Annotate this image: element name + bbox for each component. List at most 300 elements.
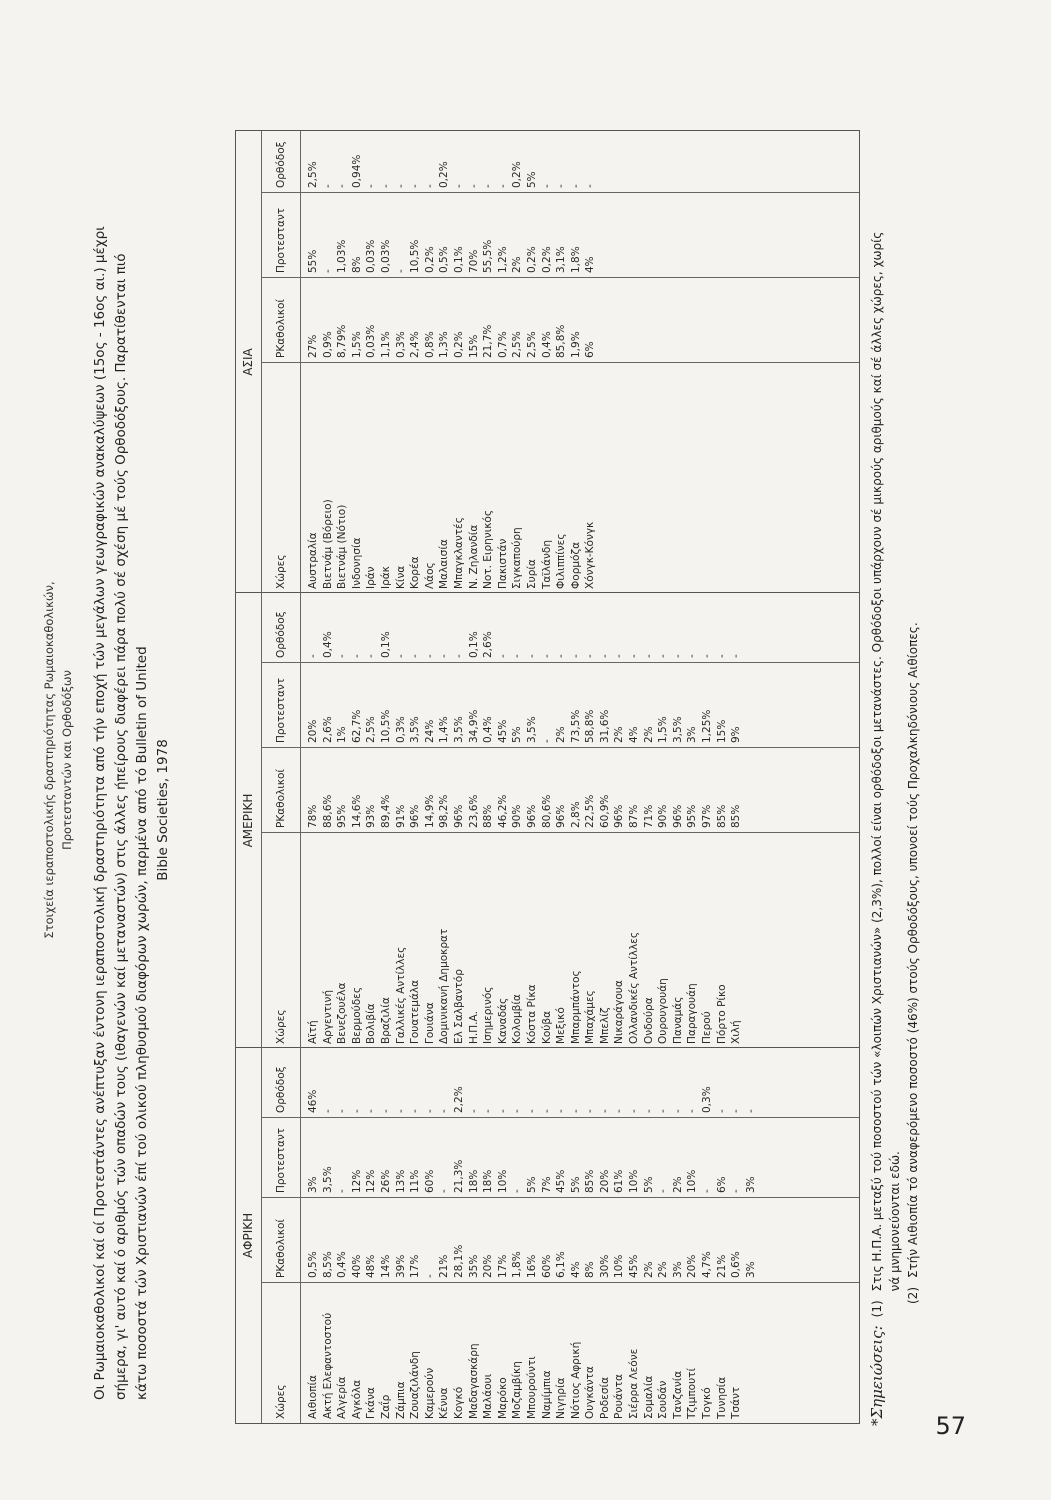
table-cell: Τανζανία: [671, 1370, 684, 1419]
table-cell: 0,2%: [423, 246, 436, 273]
footnote-number: (2): [906, 1287, 920, 1304]
table-cell: -: [409, 1109, 422, 1113]
table-cell: -: [409, 184, 422, 188]
table-cell: 10,5%: [379, 709, 392, 743]
table-cell: Αυστραλία: [307, 532, 319, 589]
table-cell: 21,7%: [482, 324, 495, 358]
table-cell: -: [482, 184, 495, 188]
africa-section: [236, 1047, 859, 1423]
table-cell: Ρουάντα: [613, 1374, 626, 1419]
table-cell: -: [394, 1109, 407, 1113]
table-cell: -: [365, 184, 378, 188]
table-cell: 8,5%: [321, 1251, 334, 1278]
table-cell: 0,1%: [452, 246, 465, 273]
table-cell: Παναμάς: [671, 996, 684, 1044]
table-cell: 5%: [525, 1176, 538, 1193]
table-cell: 3%: [671, 1261, 684, 1278]
table-cell: 0,6%: [730, 1251, 743, 1278]
table-cell: 1,8%: [569, 246, 582, 273]
table-cell: 4%: [628, 726, 641, 743]
table-cell: Σομαλία: [642, 1375, 655, 1419]
asia-catholics-col: [301, 278, 859, 363]
table-cell: 1,8%: [511, 1251, 524, 1278]
table-cell: -: [423, 1274, 436, 1278]
table-cell: Μαδαγασκάρη: [467, 1343, 480, 1419]
table-cell: 7%: [540, 1176, 553, 1193]
table-cell: -: [744, 1109, 757, 1113]
table-cell: Ολλανδικές Αντίλλες: [628, 931, 641, 1044]
table-cell: 40%: [350, 1254, 363, 1278]
table-cell: Αιθιοπία: [307, 1375, 319, 1419]
table-cell: 17%: [496, 1254, 509, 1278]
table-cell: -: [321, 184, 334, 188]
asia-title: ΑΣΙΑ: [236, 131, 262, 593]
footnote-1: [868, 226, 904, 1426]
asia-protestants-col: [301, 193, 859, 278]
table-cell: 1,4%: [438, 716, 451, 743]
footnotes: [868, 226, 998, 1426]
table-cell: Ισημερινός: [482, 986, 495, 1044]
table-cell: -: [379, 1109, 392, 1113]
table-cell: 96%: [525, 804, 538, 828]
table-cell: Κίνα: [394, 565, 407, 589]
table-cell: -: [584, 184, 597, 188]
table-cell: 9%: [730, 726, 743, 743]
table-cell: -: [467, 184, 480, 188]
table-cell: 46%: [307, 1089, 319, 1113]
table-cell: -: [686, 654, 699, 658]
table-cell: 0,4%: [482, 716, 495, 743]
table-cell: 0,5%: [438, 246, 451, 273]
protestants-header: Προτεσταντ: [261, 193, 301, 278]
table-cell: Ν. Ζηλανδία: [467, 524, 480, 589]
table-cell: 2,6%: [321, 716, 334, 743]
table-cell: 0,1%: [467, 631, 480, 658]
table-cell: Βιετνάμ (Βόρειο): [321, 499, 334, 589]
america-protestants-col: [301, 663, 859, 748]
table-cell: Ινδονησία: [350, 537, 363, 589]
protestants-header: Προτεσταντ: [261, 663, 301, 748]
table-cell: 11%: [409, 1169, 422, 1193]
table-cell: 1,03%: [336, 239, 349, 273]
table-cell: -: [525, 654, 538, 658]
table-cell: 96%: [555, 804, 568, 828]
table-cell: 0,3%: [394, 331, 407, 358]
table-cell: 96%: [613, 804, 626, 828]
table-cell: 0,1%: [379, 631, 392, 658]
table-cell: Φιλιππίνες: [555, 533, 568, 589]
table-cell: 3%: [744, 1261, 757, 1278]
table-cell: Μοζαμβίκη: [511, 1361, 524, 1419]
table-cell: 26%: [379, 1169, 392, 1193]
table-cell: 10%: [628, 1169, 641, 1193]
table-cell: -: [438, 654, 451, 658]
table-cell: 1,5%: [350, 331, 363, 358]
table-cell: 18%: [467, 1169, 480, 1193]
table-cell: -: [336, 1109, 349, 1113]
table-cell: Μπαχάμες: [584, 990, 597, 1044]
table-cell: 1%: [336, 726, 349, 743]
table-cell: 88%: [482, 804, 495, 828]
table-cell: -: [642, 1109, 655, 1113]
table-cell: Ζαΐρ: [379, 1394, 392, 1419]
table-cell: 2%: [613, 726, 626, 743]
table-cell: -: [598, 654, 611, 658]
table-cell: 20%: [598, 1169, 611, 1193]
table-cell: Γουιάνα: [423, 1002, 436, 1044]
table-cell: -: [452, 654, 465, 658]
table-cell: Πόρτο Ρίκο: [715, 984, 728, 1044]
table-cell: Ονδούρα: [642, 997, 655, 1044]
table-cell: Μεξικό: [555, 1007, 568, 1044]
table-cell: Κένυα: [438, 1387, 451, 1419]
table-cell: 0,3%: [394, 716, 407, 743]
table-cell: -: [730, 1189, 743, 1193]
asia-orthodox-col: [301, 131, 859, 193]
table-cell: 1,2%: [496, 246, 509, 273]
table-cell: Αγκόλα: [350, 1379, 363, 1419]
footnote-text: Στις Η.Π.Α. μεταξύ τού ποσοστού τών «λοιπών Χριστιανών» (2,3%), πολλοί είναι ορθόδοξοι μετανάστες. Ορθόδοξοι υπάρχουν σέ μικρούς αριθμούς καί σέ άλλες χώρες, χωρίς νά μνημονεύονται εδώ.: [870, 231, 902, 1292]
table-cell: 60%: [423, 1169, 436, 1193]
table-cell: 0,2%: [525, 246, 538, 273]
table-cell: 15%: [467, 334, 480, 358]
table-cell: 39%: [394, 1254, 407, 1278]
table-cell: Βενεζουέλα: [336, 982, 349, 1044]
table-cell: 2,8%: [569, 801, 582, 828]
table-cell: 30%: [598, 1254, 611, 1278]
table-cell: 46,2%: [496, 794, 509, 828]
table-cell: 23,6%: [467, 794, 480, 828]
table-cell: 13%: [394, 1169, 407, 1193]
table-cell: 55,5%: [482, 239, 495, 273]
table-cell: 15%: [715, 719, 728, 743]
table-cell: 0,4%: [321, 631, 334, 658]
table-cell: -: [671, 654, 684, 658]
table-cell: 90%: [657, 804, 670, 828]
table-cell: Ιράν: [365, 566, 378, 589]
table-cell: 60%: [540, 1254, 553, 1278]
table-cell: Ουρουγουάη: [657, 978, 670, 1044]
table-cell: -: [555, 184, 568, 188]
table-cell: -: [379, 184, 392, 188]
table-cell: 2,4%: [409, 331, 422, 358]
table-cell: -: [730, 1109, 743, 1113]
table-cell: Βολιβία: [365, 1003, 378, 1044]
table-cell: -: [452, 184, 465, 188]
catholics-header: ΡΚαθολικοί: [261, 1198, 301, 1283]
table-cell: Ναμίμπια: [540, 1370, 553, 1419]
table-cell: -: [701, 654, 714, 658]
table-cell: Μαλαισία: [438, 539, 451, 589]
page-heading: [40, 140, 80, 1380]
table-cell: 8,79%: [336, 324, 349, 358]
heading-line: Στοιχεία ιεραποστολικής δραστηριότητας Ρωμαιοκαθολικών,: [42, 581, 56, 939]
table-cell: -: [511, 654, 524, 658]
table-cell: 3%: [686, 726, 699, 743]
table-cell: Μπαρμπάντος: [569, 970, 582, 1044]
asia-section: [236, 131, 859, 593]
america-title: ΑΜΕΡΙΚΗ: [236, 593, 262, 1048]
table-cell: -: [657, 654, 670, 658]
table-cell: 91%: [394, 804, 407, 828]
table-cell: 90%: [511, 804, 524, 828]
table-cell: Νικαράγουα: [613, 980, 626, 1044]
table-cell: -: [540, 1109, 553, 1113]
table-cell: Κούβα: [540, 1010, 553, 1044]
table-cell: -: [540, 739, 553, 743]
table-cell: 27%: [307, 334, 319, 358]
table-cell: -: [657, 1109, 670, 1113]
table-cell: Γαλλικές Αντίλλες: [394, 946, 407, 1044]
table-cell: 2%: [511, 256, 524, 273]
table-cell: 0,9%: [321, 331, 334, 358]
table-cell: 2,5%: [307, 161, 319, 188]
table-cell: 14%: [379, 1254, 392, 1278]
catholics-header: ΡΚαθολικοί: [261, 278, 301, 363]
table-cell: 0,03%: [365, 239, 378, 273]
table-cell: 3,5%: [671, 716, 684, 743]
table-cell: -: [409, 654, 422, 658]
table-cell: 0,8%: [423, 331, 436, 358]
table-cell: 0,7%: [496, 331, 509, 358]
table-cell: -: [496, 184, 509, 188]
america-section: [236, 592, 859, 1048]
table-cell: -: [307, 654, 319, 658]
table-cell: 0,5%: [307, 1251, 319, 1278]
table-cell: -: [350, 654, 363, 658]
table-cell: 5%: [642, 1176, 655, 1193]
table-cell: 21,3%: [452, 1159, 465, 1193]
table-cell: 34,9%: [467, 709, 480, 743]
table-cell: -: [555, 1109, 568, 1113]
table-cell: Αργεντινή: [321, 990, 334, 1044]
countries-header: Χώρες: [261, 1283, 301, 1423]
intro-source: Bible Societies, 1978: [155, 739, 171, 881]
table-cell: -: [598, 1109, 611, 1113]
table-cell: Νιγηρία: [555, 1377, 568, 1419]
table-cell: 10%: [496, 1169, 509, 1193]
table-cell: -: [321, 269, 334, 273]
table-cell: 5%: [525, 171, 538, 188]
africa-catholics-col: [301, 1198, 859, 1283]
table-cell: -: [394, 184, 407, 188]
table-cell: -: [496, 1109, 509, 1113]
table-cell: -: [671, 1109, 684, 1113]
table-cell: Ζάμπια: [394, 1381, 407, 1419]
table-cell: 0,03%: [365, 324, 378, 358]
table-cell: -: [336, 654, 349, 658]
table-cell: Νότιος Αφρική: [569, 1341, 582, 1419]
table-cell: Σιγκαπούρη: [511, 527, 524, 589]
table-cell: -: [642, 654, 655, 658]
table-cell: Η.Π.Α.: [467, 1011, 480, 1044]
table-cell: 10,5%: [409, 239, 422, 273]
table-cell: Ροδεσία: [598, 1377, 611, 1419]
table-cell: 85%: [730, 804, 743, 828]
table-cell: -: [336, 184, 349, 188]
table-cell: Καμερούν: [423, 1367, 436, 1419]
table-cell: 0,03%: [379, 239, 392, 273]
table-cell: 3,5%: [525, 716, 538, 743]
table-cell: 12%: [350, 1169, 363, 1193]
table-cell: Τυνησία: [715, 1376, 728, 1419]
table-cell: 96%: [452, 804, 465, 828]
table-cell: -: [613, 654, 626, 658]
table-cell: Ιράκ: [379, 566, 392, 589]
table-cell: 3,1%: [555, 246, 568, 273]
table-cell: -: [350, 1109, 363, 1113]
table-cell: 31,6%: [598, 709, 611, 743]
footnote-text: Στήν Αιθιοπία τό αναφερόμενο ποσοστό (46%) στούς Ορθοδόξους, υπονοεί τούς Προχαλκηδόνιους Αιθίοπες.: [906, 622, 920, 1278]
table-cell: 2,2%: [452, 1086, 465, 1113]
table-cell: Ζουαζιλάνδη: [409, 1351, 422, 1419]
table-cell: Σουδάν: [657, 1380, 670, 1419]
table-cell: Χιλή: [730, 1020, 743, 1044]
orthodox-header: Ορθόδοξ: [261, 593, 301, 663]
table-cell: Τογκό: [701, 1387, 714, 1419]
table-cell: -: [423, 654, 436, 658]
table-cell: -: [423, 184, 436, 188]
table-cell: 28,1%: [452, 1244, 465, 1278]
table-cell: Σιέρρα Λεόνε: [628, 1348, 641, 1419]
table-cell: 45%: [555, 1169, 568, 1193]
table-cell: Αλγερία: [336, 1376, 349, 1419]
table-cell: 20%: [686, 1254, 699, 1278]
table-cell: Πακιστάν: [496, 538, 509, 589]
orthodox-header: Ορθόδοξ: [261, 131, 301, 193]
table-cell: 18%: [482, 1169, 495, 1193]
table-cell: 3%: [307, 1176, 319, 1193]
table-cell: Κολομβία: [511, 994, 524, 1044]
table-cell: 2,5%: [511, 331, 524, 358]
table-cell: 61%: [613, 1169, 626, 1193]
table-cell: 3,5%: [409, 716, 422, 743]
table-cell: Μαλάουι: [482, 1373, 495, 1419]
table-cell: -: [467, 1109, 480, 1113]
table-cell: 97%: [701, 804, 714, 828]
table-cell: Νοτ. Ειρηνικός: [482, 510, 495, 589]
table-cell: 45%: [628, 1254, 641, 1278]
table-cell: 0,94%: [350, 154, 363, 188]
protestants-header: Προτεσταντ: [261, 1118, 301, 1198]
table-cell: -: [569, 1109, 582, 1113]
table-cell: -: [613, 1109, 626, 1113]
table-cell: 6%: [715, 1176, 728, 1193]
table-cell: 0,3%: [701, 1086, 714, 1113]
table-cell: Κόστα Ρίκα: [525, 984, 538, 1044]
table-cell: -: [438, 1189, 451, 1193]
table-cell: Κορέα: [409, 556, 422, 589]
table-cell: 95%: [686, 804, 699, 828]
table-cell: -: [496, 654, 509, 658]
table-cell: 73,5%: [569, 709, 582, 743]
table-cell: Ταϊλάνδη: [540, 540, 553, 589]
table-cell: Μαρόκο: [496, 1377, 509, 1419]
table-cell: Ακτή Ελεφαντοστού: [321, 1312, 334, 1419]
table-cell: -: [423, 1109, 436, 1113]
asia-countries-col: [301, 363, 859, 593]
table-cell: 6,1%: [555, 1251, 568, 1278]
orthodox-header: Ορθόδοξ: [261, 1048, 301, 1118]
table-cell: 35%: [467, 1254, 480, 1278]
table-cell: 6%: [584, 341, 597, 358]
table-cell: Περού: [701, 1011, 714, 1044]
table-cell: -: [336, 1189, 349, 1193]
table-cell: Δομινικανή Δημοκρατ: [438, 928, 451, 1044]
america-countries-col: [301, 833, 859, 1048]
table-cell: 10%: [613, 1254, 626, 1278]
table-cell: Βιετνάμ (Νότιο): [336, 504, 349, 589]
table-cell: 45%: [496, 719, 509, 743]
table-cell: 2%: [555, 726, 568, 743]
table-cell: -: [555, 654, 568, 658]
table-cell: 12%: [365, 1169, 378, 1193]
table-cell: -: [715, 1109, 728, 1113]
footnote-number: (1): [870, 1300, 884, 1318]
table-cell: -: [701, 1189, 714, 1193]
table-cell: Ελ Σαλβαντόρ: [452, 969, 465, 1044]
table-cell: 2,5%: [365, 716, 378, 743]
table-cell: -: [540, 184, 553, 188]
table-cell: -: [482, 1109, 495, 1113]
table-cell: 85%: [715, 804, 728, 828]
table-cell: 22,5%: [584, 794, 597, 828]
table-cell: -: [584, 654, 597, 658]
table-cell: 3,5%: [452, 716, 465, 743]
table-cell: Βερμούδες: [350, 987, 363, 1044]
rotated-page-content: [30, 0, 1030, 1430]
heading-line: Προτεσταντών και Ορθοδόξων: [60, 670, 74, 850]
countries-header: Χώρες: [261, 833, 301, 1048]
table-cell: 58,8%: [584, 709, 597, 743]
table-cell: Γουατεμάλα: [409, 979, 422, 1044]
table-cell: 5%: [569, 1176, 582, 1193]
table-cell: -: [686, 1109, 699, 1113]
catholics-header: ΡΚαθολικοί: [261, 748, 301, 833]
africa-title: ΑΦΡΙΚΗ: [236, 1048, 262, 1423]
table-cell: 62,7%: [350, 709, 363, 743]
table-cell: -: [569, 654, 582, 658]
table-cell: Καναδάς: [496, 997, 509, 1044]
table-cell: 89,4%: [379, 794, 392, 828]
table-cell: Μπελίζ: [598, 1007, 611, 1044]
table-cell: 14,9%: [423, 794, 436, 828]
table-cell: 85%: [584, 1169, 597, 1193]
table-cell: 4,7%: [701, 1251, 714, 1278]
table-cell: 85,8%: [555, 324, 568, 358]
table-cell: 17%: [409, 1254, 422, 1278]
table-cell: 0,4%: [540, 331, 553, 358]
africa-protestants-col: [301, 1118, 859, 1198]
table-cell: 0,2%: [540, 246, 553, 273]
notes-lead: *Σημειώσεις:: [868, 1325, 886, 1426]
table-cell: -: [584, 1109, 597, 1113]
intro-paragraph: [90, 220, 230, 1400]
table-cell: -: [715, 654, 728, 658]
table-cell: -: [394, 654, 407, 658]
table-cell: 0,4%: [336, 1251, 349, 1278]
table-cell: -: [525, 1109, 538, 1113]
table-cell: Κογκό: [452, 1386, 465, 1419]
table-cell: 0,2%: [511, 161, 524, 188]
table-cell: 8%: [584, 1261, 597, 1278]
table-cell: 2%: [642, 1261, 655, 1278]
table-cell: 93%: [365, 804, 378, 828]
table-cell: 20%: [307, 719, 319, 743]
table-cell: Τσάντ: [730, 1386, 743, 1419]
table-cell: -: [321, 1109, 334, 1113]
table-cell: -: [569, 184, 582, 188]
